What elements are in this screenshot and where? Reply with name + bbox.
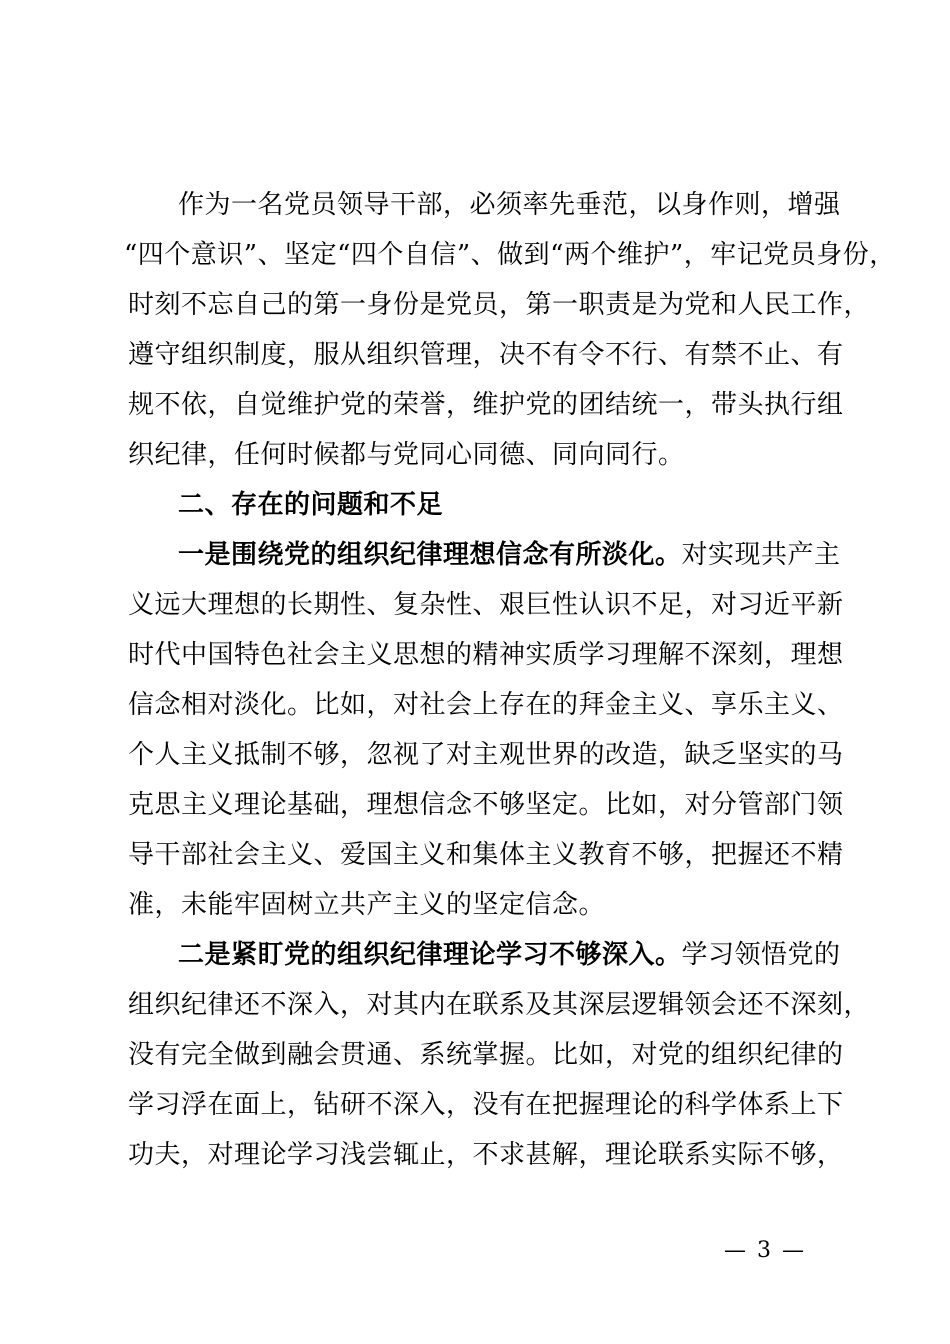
paragraph-1-line-3: 时刻不忘自己的第一身份是党员，第一职责是为党和人民工作，: [128, 290, 871, 320]
paragraph-1-line-6: 织纪律，任何时候都与党同心同德、同向同行。: [128, 440, 685, 470]
paragraph-2-line-4: 信念相对淡化。比如，对社会上存在的拜金主义、享乐主义、: [128, 690, 844, 720]
paragraph-3-line-3: 没有完全做到融会贯通、系统掌握。比如，对党的组织纪律的: [128, 1040, 844, 1070]
section-heading: 二、存在的问题和不足: [178, 490, 444, 520]
paragraph-3-line-2: 组织纪律还不深入，对其内在联系及其深层逻辑领会还不深刻，: [128, 990, 871, 1020]
paragraph-1-line-4: 遵守组织制度，服从组织管理，决不有令不行、有禁不止、有: [128, 340, 844, 370]
paragraph-2-line-7: 导干部社会主义、爱国主义和集体主义教育不够，把握还不精: [128, 840, 844, 870]
paragraph-3-line-1-rest: 学习领悟党的: [681, 940, 841, 970]
paragraph-2-line-1-rest: 对实现共产主: [681, 540, 841, 570]
paragraph-1-line-5: 规不依，自觉维护党的荣誉，维护党的团结统一，带头执行组: [128, 390, 844, 420]
paragraph-1-line-1: 作为一名党员领导干部，必须率先垂范，以身作则，增强: [178, 190, 841, 220]
paragraph-2-line-8: 准，未能牢固树立共产主义的坚定信念。: [128, 890, 606, 920]
paragraph-3-line-5: 功夫，对理论学习浅尝辄止，不求甚解，理论联系实际不够，: [128, 1140, 844, 1170]
paragraph-2-line-6: 克思主义理论基础，理想信念不够坚定。比如，对分管部门领: [128, 790, 844, 820]
paragraph-2-line-3: 时代中国特色社会主义思想的精神实质学习理解不深刻，理想: [128, 640, 844, 670]
paragraph-2-line-5: 个人主义抵制不够，忽视了对主观世界的改造，缺乏坚实的马: [128, 740, 844, 770]
paragraph-3-line-4: 学习浮在面上，钻研不深入，没有在把握理论的科学体系上下: [128, 1090, 844, 1120]
paragraph-2-line-2: 义远大理想的长期性、复杂性、艰巨性认识不足，对习近平新: [128, 590, 844, 620]
paragraph-2-lead: 一是围绕党的组织纪律理想信念有所淡化。: [178, 540, 682, 570]
page-number: — 3 —: [724, 1238, 806, 1263]
paragraph-3-line-1: [178, 938, 841, 972]
paragraph-2-line-1: [178, 538, 841, 572]
paragraph-1-line-2: “四个意识”、坚定“四个自信”、做到“两个维护”，牢记党员身份，: [124, 240, 896, 270]
paragraph-3-lead: 二是紧盯党的组织纪律理论学习不够深入。: [178, 940, 682, 970]
